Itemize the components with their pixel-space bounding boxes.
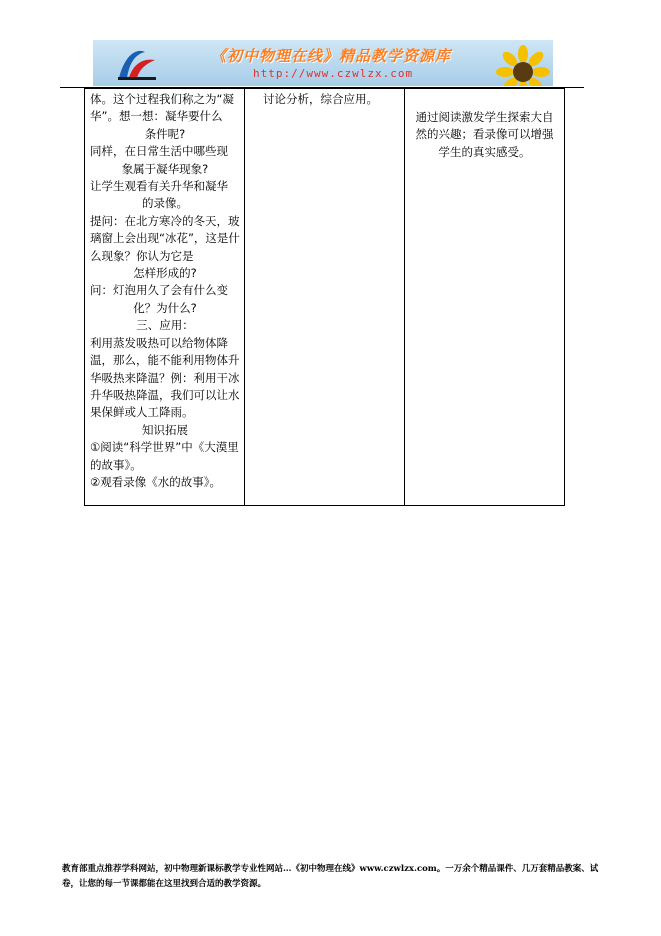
- text-line: 问：灯泡用久了会有什么变: [90, 283, 228, 298]
- text-line: 化？为什么?: [133, 300, 197, 315]
- text-line: 怎样形成的?: [133, 266, 197, 281]
- sunflower-icon: [495, 44, 551, 86]
- text-line: 象属于凝华现象?: [121, 161, 209, 176]
- student-activity-cell: [245, 89, 405, 506]
- text-line: 讨论分析，综合应用。: [263, 92, 378, 106]
- banner-url: http://www.czwlzx.com: [253, 67, 414, 80]
- site-logo-icon: [115, 44, 159, 82]
- text-line: 同样，在日常生活中哪些现: [90, 144, 228, 159]
- section-heading: 知识拓展: [142, 422, 188, 437]
- text-line: 通过阅读激发学生探索大自然的兴趣；看录像可以增强学生的真实感受。: [415, 110, 554, 159]
- text-line: 的录像。: [142, 196, 188, 211]
- banner-title: 《初中物理在线》精品教学资源库: [211, 47, 452, 65]
- table-row: [85, 89, 565, 506]
- text-line: 体。这个过程我们称之为“凝华”。想一想：凝华要什么: [90, 92, 234, 124]
- teacher-activity-cell: [85, 89, 245, 506]
- text-line: 利用蒸发吸热可以给物体降温，那么，能不能利用物体升华吸热来降温？例：利用干冰升华吸热降温，我们可以让水果保鲜或人工降雨。: [90, 335, 240, 420]
- section-heading: 三、应用：: [136, 318, 194, 333]
- text-line: 条件呢?: [144, 126, 186, 141]
- header-banner: [93, 40, 553, 86]
- text-line: ②观看录像《水的故事》。: [90, 474, 222, 489]
- text-line: ①阅读“科学世界”中《大漠里的故事》。: [90, 440, 239, 472]
- text-line: 提问：在北方寒冷的冬天，玻璃窗上会出现“冰花”，这是什么现象？你认为它是: [90, 213, 240, 263]
- design-intent-cell: [405, 89, 565, 506]
- lesson-table: [84, 88, 565, 506]
- page-footer: 教育部重点推荐学科网站，初中物理新课标教学专业性网站…《初中物理在线》www.czwlzx.com。一万余个精品课件、几万套精品教案、试卷，让您的每一节课都能在这里找到合适的教学资源。: [62, 864, 599, 889]
- text-line: 让学生观看有关升华和凝华: [90, 179, 228, 194]
